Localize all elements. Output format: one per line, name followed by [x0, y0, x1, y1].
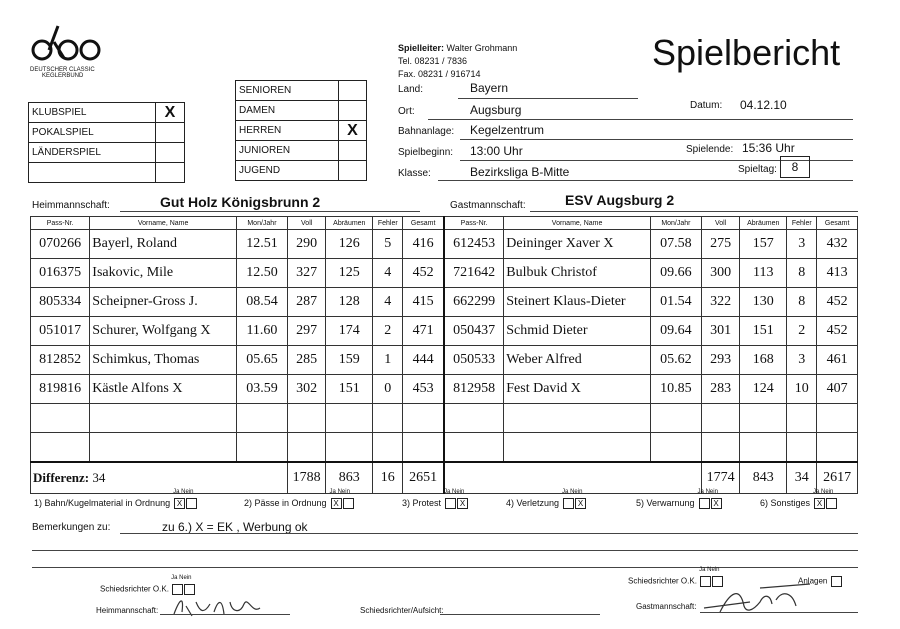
- category-row: [236, 81, 367, 101]
- column-header: Vorname, Name: [90, 217, 237, 230]
- check-nein-box[interactable]: [186, 498, 197, 509]
- home-cell: 12.51: [236, 230, 287, 259]
- table-row: [31, 346, 858, 375]
- ort-label: Ort:: [398, 106, 415, 117]
- column-header: Mon/Jahr: [236, 217, 287, 230]
- guest-team-label: Gastmannschaft:: [450, 200, 526, 211]
- check-label: 2) Pässe in Ordnung: [244, 498, 327, 508]
- checks-row: [34, 490, 864, 514]
- home-cell: Schurer, Wolfgang X: [90, 317, 237, 346]
- home-cell: [236, 404, 287, 433]
- column-header: Fehler: [373, 217, 403, 230]
- guest-cell: 01.54: [650, 288, 701, 317]
- column-header: Pass-Nr.: [31, 217, 90, 230]
- page-title: Spielbericht: [652, 32, 841, 73]
- check-item: [506, 489, 586, 509]
- guest-cell: [650, 404, 701, 433]
- category-row: [236, 121, 367, 141]
- table-row: [31, 259, 858, 288]
- guest-cell: 812958: [444, 375, 504, 404]
- home-cell: 159: [326, 346, 373, 375]
- home-cell: Bayerl, Roland: [90, 230, 237, 259]
- table-row: [31, 288, 858, 317]
- game-type-label: POKALSPIEL: [29, 123, 156, 143]
- game-type-row: [29, 123, 185, 143]
- klasse-value: Bezirksliga B-Mitte: [470, 165, 570, 179]
- check-label: 5) Verwarnung: [636, 498, 695, 508]
- home-total-voll: 1788: [287, 462, 325, 494]
- guest-cell: 2: [787, 317, 817, 346]
- home-total-gesamt: 2651: [403, 462, 444, 494]
- guest-cell: Bulbuk Christof: [504, 259, 651, 288]
- home-cell: 812852: [31, 346, 90, 375]
- home-cell: 415: [403, 288, 444, 317]
- category-label: SENIOREN: [236, 81, 339, 101]
- game-type-label: LÄNDERSPIEL: [29, 143, 156, 163]
- category-mark[interactable]: X: [339, 121, 367, 141]
- game-type-row: [29, 143, 185, 163]
- check-item: [244, 489, 354, 509]
- check-label: 1) Bahn/Kugelmaterial in Ordnung: [34, 498, 171, 508]
- guest-cell: [787, 433, 817, 463]
- guest-cell: [740, 404, 787, 433]
- home-cell: [403, 404, 444, 433]
- beginn-value: 13:00 Uhr: [470, 144, 523, 158]
- game-type-mark[interactable]: [156, 163, 185, 183]
- home-cell: 416: [403, 230, 444, 259]
- home-cell: Schimkus, Thomas: [90, 346, 237, 375]
- guest-cell: 283: [701, 375, 739, 404]
- home-cell: 03.59: [236, 375, 287, 404]
- dkbc-logo-icon: [28, 22, 108, 62]
- guest-cell: 275: [701, 230, 739, 259]
- home-cell: [90, 433, 237, 463]
- ja-nein-caption: [173, 489, 193, 495]
- home-cell: 174: [326, 317, 373, 346]
- home-cell: 819816: [31, 375, 90, 404]
- nein-caption: Nein: [570, 489, 583, 495]
- guest-total-voll: 1774: [701, 462, 739, 494]
- land-value: Bayern: [470, 81, 509, 95]
- spielleiter-fax: Fax. 08231 / 916714: [398, 69, 481, 79]
- bahn-value: Kegelzentrum: [470, 123, 545, 137]
- home-team-label: Heimmannschaft:: [32, 200, 110, 211]
- guest-cell: 113: [740, 259, 787, 288]
- guest-cell: Steinert Klaus-Dieter: [504, 288, 651, 317]
- guest-cell: [740, 433, 787, 463]
- ja-nein-caption: [444, 489, 464, 495]
- guest-cell: 300: [701, 259, 739, 288]
- check-nein-box[interactable]: X: [457, 498, 468, 509]
- klasse-label: Klasse:: [398, 168, 431, 179]
- home-cell: [90, 404, 237, 433]
- anlagen-text: Anlagen: [798, 576, 828, 586]
- guest-cell: 322: [701, 288, 739, 317]
- datum-label: Datum:: [690, 100, 723, 111]
- guest-cell: 124: [740, 375, 787, 404]
- home-cell: 285: [287, 346, 325, 375]
- game-type-label: [29, 163, 156, 183]
- check-item: [34, 489, 197, 509]
- score-table: [30, 216, 858, 494]
- guest-cell: [650, 433, 701, 463]
- check-ja-box[interactable]: [699, 498, 710, 509]
- guest-total-fehler: 34: [787, 462, 817, 494]
- home-cell: [31, 404, 90, 433]
- table-row: [31, 375, 858, 404]
- check-nein-box[interactable]: [826, 498, 837, 509]
- guest-total-gesamt: 2617: [817, 462, 858, 494]
- home-cell: 5: [373, 230, 403, 259]
- ja-nein-caption: [813, 489, 833, 495]
- guest-cell: 662299: [444, 288, 504, 317]
- category-row: [236, 161, 367, 181]
- home-cell: 08.54: [236, 288, 287, 317]
- check-item: [402, 489, 468, 509]
- check-item: [760, 489, 837, 509]
- home-cell: [287, 433, 325, 463]
- home-cell: 287: [287, 288, 325, 317]
- column-header: Voll: [701, 217, 739, 230]
- game-type-mark[interactable]: [156, 143, 185, 163]
- table-row: [31, 404, 858, 433]
- home-cell: 151: [326, 375, 373, 404]
- home-cell: 452: [403, 259, 444, 288]
- ref-ok-right-nein: Nein: [707, 567, 720, 573]
- dkbc-logo: [28, 22, 108, 82]
- home-cell: 4: [373, 288, 403, 317]
- nein-caption: Nein: [821, 489, 834, 495]
- check-label: 3) Protest: [402, 498, 442, 508]
- spielleiter-block: [398, 42, 517, 81]
- guest-cell: 3: [787, 230, 817, 259]
- guest-total-abr: 843: [740, 462, 787, 494]
- guest-cell: 8: [787, 259, 817, 288]
- guest-cell: 151: [740, 317, 787, 346]
- guest-cell: 10.85: [650, 375, 701, 404]
- check-ja-box[interactable]: X: [331, 498, 342, 509]
- check-nein-box[interactable]: X: [575, 498, 586, 509]
- check-ja-box[interactable]: X: [174, 498, 185, 509]
- guest-cell: 07.58: [650, 230, 701, 259]
- guest-cell: Deininger Xaver X: [504, 230, 651, 259]
- beginn-label: Spielbeginn:: [398, 147, 454, 158]
- guest-cell: 130: [740, 288, 787, 317]
- check-ja-box[interactable]: [445, 498, 456, 509]
- home-cell: [326, 433, 373, 463]
- game-type-label: KLUBSPIEL: [29, 103, 156, 123]
- home-cell: 327: [287, 259, 325, 288]
- bahn-label: Bahnanlage:: [398, 126, 455, 137]
- home-cell: 125: [326, 259, 373, 288]
- guest-cell: 09.66: [650, 259, 701, 288]
- game-type-mark[interactable]: X: [156, 103, 185, 123]
- diff-label: Differenz:: [33, 470, 90, 485]
- guest-cell: [444, 404, 504, 433]
- ja-nein-caption: [330, 489, 350, 495]
- column-header: Voll: [287, 217, 325, 230]
- home-cell: 2: [373, 317, 403, 346]
- table-row: [31, 317, 858, 346]
- info-block: [398, 80, 858, 182]
- home-cell: [236, 433, 287, 463]
- home-total-fehler: 16: [373, 462, 403, 494]
- ja-caption: Ja: [173, 489, 180, 495]
- category-label: HERREN: [236, 121, 339, 141]
- guest-cell: 050437: [444, 317, 504, 346]
- guest-cell: [504, 404, 651, 433]
- home-cell: 4: [373, 259, 403, 288]
- spieltag-value: 8: [780, 156, 810, 178]
- guest-cell: 461: [817, 346, 858, 375]
- category-row: [236, 101, 367, 121]
- home-signature: [170, 592, 270, 620]
- logo-sub1: DEUTSCHER CLASSIC: [30, 67, 95, 73]
- guest-cell: Schmid Dieter: [504, 317, 651, 346]
- nein-caption: Nein: [452, 489, 465, 495]
- spielleiter-label: Spielleiter:: [398, 43, 445, 53]
- ja-caption: Ja: [562, 489, 569, 495]
- column-header: Abräumen: [740, 217, 787, 230]
- guest-signature: [700, 582, 820, 616]
- guest-signature-label: Gastmannschaft:: [636, 602, 697, 611]
- guest-cell: 168: [740, 346, 787, 375]
- spieltag-label: Spieltag:: [738, 164, 777, 175]
- home-signature-label: Heimmannschaft:: [96, 606, 159, 615]
- ref-ok-left-text: Schiedsrichter O.K.: [100, 584, 169, 594]
- guest-cell: 452: [817, 317, 858, 346]
- guest-cell: [787, 404, 817, 433]
- home-cell: 297: [287, 317, 325, 346]
- column-header: Vorname, Name: [504, 217, 651, 230]
- logo-sub2: KEGLERBUND: [42, 73, 84, 79]
- diff-value: 34: [92, 470, 106, 485]
- guest-cell: 10: [787, 375, 817, 404]
- ref-ok-right-text: Schiedsrichter O.K.: [628, 576, 697, 586]
- home-cell: Scheipner-Gross J.: [90, 288, 237, 317]
- ref-ok-left-nein: Nein: [179, 575, 192, 581]
- category-mark[interactable]: [339, 161, 367, 181]
- guest-cell: 301: [701, 317, 739, 346]
- game-type-row: [29, 163, 185, 183]
- category-mark[interactable]: [339, 81, 367, 101]
- column-header: Fehler: [787, 217, 817, 230]
- game-type-mark[interactable]: [156, 123, 185, 143]
- land-label: Land:: [398, 84, 424, 95]
- guest-cell: 09.64: [650, 317, 701, 346]
- column-header: Gesamt: [817, 217, 858, 230]
- check-item: [636, 489, 722, 509]
- column-header: Mon/Jahr: [650, 217, 701, 230]
- category-label: DAMEN: [236, 101, 339, 121]
- guest-cell: 413: [817, 259, 858, 288]
- home-cell: 805334: [31, 288, 90, 317]
- ja-nein-caption: [562, 489, 582, 495]
- guest-cell: Weber Alfred: [504, 346, 651, 375]
- guest-cell: [817, 433, 858, 463]
- remarks-text: zu 6.) X = EK , Werbung ok: [162, 520, 308, 534]
- home-cell: 471: [403, 317, 444, 346]
- game-type-row: [29, 103, 185, 123]
- category-mark[interactable]: [339, 101, 367, 121]
- remarks-label: Bemerkungen zu:: [32, 522, 111, 533]
- home-cell: 453: [403, 375, 444, 404]
- check-nein-box[interactable]: X: [711, 498, 722, 509]
- guest-cell: 721642: [444, 259, 504, 288]
- home-total-abr: 863: [326, 462, 373, 494]
- table-row: [31, 230, 858, 259]
- guest-cell: 050533: [444, 346, 504, 375]
- home-cell: Isakovic, Mile: [90, 259, 237, 288]
- nein-caption: Nein: [181, 489, 194, 495]
- nein-caption: Nein: [705, 489, 718, 495]
- home-team-name: Gut Holz Königsbrunn 2: [160, 194, 321, 210]
- ja-caption: Ja: [697, 489, 704, 495]
- guest-cell: 8: [787, 288, 817, 317]
- category-table: [235, 80, 367, 181]
- guest-cell: [701, 433, 739, 463]
- column-header: Pass-Nr.: [444, 217, 504, 230]
- check-nein-box[interactable]: [343, 498, 354, 509]
- home-cell: 05.65: [236, 346, 287, 375]
- check-label: 4) Verletzung: [506, 498, 560, 508]
- home-cell: 12.50: [236, 259, 287, 288]
- ort-value: Augsburg: [470, 103, 522, 117]
- column-header: Abräumen: [326, 217, 373, 230]
- home-cell: 126: [326, 230, 373, 259]
- guest-cell: [817, 404, 858, 433]
- guest-cell: [504, 433, 651, 463]
- home-cell: [326, 404, 373, 433]
- guest-cell: [701, 404, 739, 433]
- check-ja-box[interactable]: [563, 498, 574, 509]
- home-cell: [403, 433, 444, 463]
- home-cell: [31, 433, 90, 463]
- guest-cell: [444, 433, 504, 463]
- guest-cell: 157: [740, 230, 787, 259]
- guest-cell: Fest David X: [504, 375, 651, 404]
- home-cell: 016375: [31, 259, 90, 288]
- guest-cell: 432: [817, 230, 858, 259]
- anlagen-box[interactable]: [831, 576, 842, 587]
- guest-cell: 452: [817, 288, 858, 317]
- category-label: JUNIOREN: [236, 141, 339, 161]
- home-cell: 290: [287, 230, 325, 259]
- home-cell: 1: [373, 346, 403, 375]
- home-cell: [373, 433, 403, 463]
- ja-caption: Ja: [813, 489, 820, 495]
- guest-cell: 612453: [444, 230, 504, 259]
- column-header: Gesamt: [403, 217, 444, 230]
- ja-caption: Ja: [444, 489, 451, 495]
- guest-cell: 3: [787, 346, 817, 375]
- home-cell: [287, 404, 325, 433]
- guest-team-name: ESV Augsburg 2: [565, 192, 675, 208]
- ende-label: Spielende:: [686, 144, 734, 155]
- datum-value: 04.12.10: [740, 98, 787, 112]
- category-mark[interactable]: [339, 141, 367, 161]
- home-cell: 051017: [31, 317, 90, 346]
- ref-ok-left-ja: Ja: [171, 575, 178, 581]
- home-cell: 444: [403, 346, 444, 375]
- guest-cell: 407: [817, 375, 858, 404]
- home-cell: Kästle Alfons X: [90, 375, 237, 404]
- check-label: 6) Sonstiges: [760, 498, 811, 508]
- home-cell: 302: [287, 375, 325, 404]
- ende-value: 15:36 Uhr: [742, 141, 795, 155]
- category-row: [236, 141, 367, 161]
- home-cell: 11.60: [236, 317, 287, 346]
- guest-cell: 05.62: [650, 346, 701, 375]
- game-type-table: [28, 102, 185, 183]
- check-ja-box[interactable]: X: [814, 498, 825, 509]
- table-row: [31, 433, 858, 463]
- ja-nein-caption: [698, 489, 718, 495]
- ja-caption: Ja: [329, 489, 336, 495]
- home-cell: 0: [373, 375, 403, 404]
- guest-cell: 293: [701, 346, 739, 375]
- home-cell: 128: [326, 288, 373, 317]
- category-label: JUGEND: [236, 161, 339, 181]
- ref-ok-right-ja: Ja: [699, 567, 706, 573]
- spielleiter-name: Walter Grohmann: [446, 43, 518, 53]
- home-cell: [373, 404, 403, 433]
- ref-signature-label: Schiedsrichter/Aufsicht:: [360, 606, 444, 615]
- home-cell: 070266: [31, 230, 90, 259]
- nein-caption: Nein: [337, 489, 350, 495]
- spielleiter-tel: Tel. 08231 / 7836: [398, 56, 468, 66]
